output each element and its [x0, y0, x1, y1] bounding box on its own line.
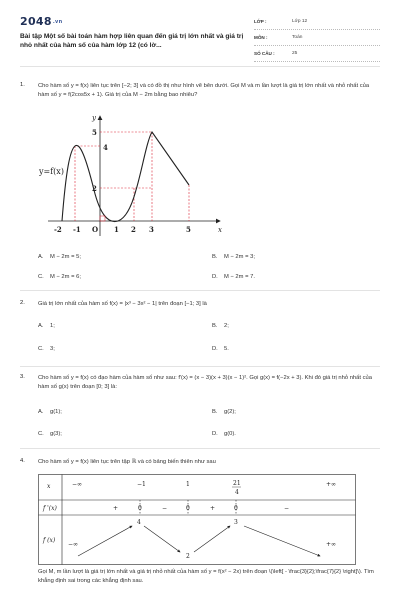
table-f-value: −∞ — [68, 541, 79, 548]
y-tick-label: 5 — [92, 128, 97, 137]
guide-lines — [75, 132, 189, 221]
func-label: y=f(x) — [39, 167, 64, 176]
x-axis-label: x — [218, 226, 222, 234]
question-3: 3. Cho hàm số y = f(x) có đạo hàm của hàm số như sau: f'(x) = (x − 3)(x + 3)(x − 1)². Gọi g(x) = f(−2x + 3). Khi đó giá trị nhỏ nhất của hàm số g(x) trên đoạn [0; 3] là: — [20, 374, 380, 392]
meta-class: LỚP : Lớp 12 — [254, 16, 380, 30]
y-tick-label: 2 — [92, 184, 97, 193]
y-tick-label: 4 — [103, 143, 108, 152]
table-sign: 0 — [138, 505, 142, 512]
table-sign: 0 — [234, 505, 238, 512]
header-divider — [20, 66, 380, 67]
table-sign: − — [284, 505, 290, 512]
x-tick-label: -2 — [54, 225, 62, 234]
question-text: Cho hàm số y = f(x) có đạo hàm của hàm số như sau: f'(x) = (x − 3)(x + 3)(x − 1)². Gọi g(x) = f(−2x + 3). Khi đó giá trị nhỏ nhất của hàm số g(x) trên đoạn [0; 3] là: — [38, 375, 372, 390]
option-b[interactable]: B. M − 2m = 3; — [212, 254, 255, 260]
table-sign: + — [113, 505, 119, 512]
option-d[interactable]: D. g(0). — [212, 431, 236, 437]
question-divider — [20, 366, 380, 367]
table-f-label: f (x) — [43, 537, 56, 544]
option-d[interactable]: D. M − 2m = 7. — [212, 274, 255, 280]
option-c[interactable]: C. g(3); — [38, 431, 62, 437]
variation-table — [38, 474, 356, 565]
question-text: Cho hàm số y = f(x) liên tục trên tập ℝ và có bảng biến thiên như sau — [38, 459, 216, 465]
question-text: Cho hàm số y = f(x) liên tục trên [−2; 3] và có đồ thị như hình vẽ bên dưới. Gọi M và m lần lượt là giá trị lớn nhất và nhỏ nhất của hàm số y = f(2cos5x + 1). Giá trị của M − 2m bằng bao nhiêu? — [38, 83, 370, 98]
question-3-options — [38, 409, 380, 439]
table-x-value: 4 — [235, 489, 239, 496]
option-d[interactable]: D. 5. — [212, 346, 229, 352]
option-a[interactable]: A. M − 2m = 5; — [38, 254, 81, 260]
option-c[interactable]: C. M − 2m = 6; — [38, 274, 81, 280]
meta-count: SỐ CÂU : 25 — [254, 48, 380, 62]
question-1: 1. Cho hàm số y = f(x) liên tục trên [−2; 3] và có đồ thị như hình vẽ bên dưới. Gọi M và m lần lượt là giá trị lớn nhất và nhỏ nhất của hàm số y = f(2cos5x + 1). Giá trị của M − 2m bằng bao nhiêu? — [20, 82, 380, 100]
origin-marker — [100, 216, 105, 221]
question-4-continuation — [20, 568, 380, 586]
variation-arrows — [78, 526, 320, 556]
table-f-value: 3 — [234, 519, 238, 526]
y-axis-label: y — [92, 114, 96, 122]
question-1-options — [38, 254, 380, 284]
table-x-value: −∞ — [72, 481, 83, 488]
table-x-value: 21 — [233, 480, 241, 487]
question-divider — [20, 290, 380, 291]
question-2-options — [38, 323, 380, 353]
table-fp-label: f '(x) — [43, 505, 57, 512]
document-title: Bài tập Một số bài toán hàm hợp liên quan đến giá trị lớn nhất và giá trị nhỏ nhất của hàm số của hàm lớp 12 (có lờ... — [20, 33, 244, 50]
meta-subject: MÔN : Toán — [254, 32, 380, 46]
site-logo[interactable]: $2048^{.vn}$ — [20, 15, 63, 28]
table-x-value: +∞ — [326, 481, 337, 488]
function-graph — [34, 110, 234, 242]
option-b[interactable]: B. g(2); — [212, 409, 236, 415]
option-a[interactable]: A. 1; — [38, 323, 55, 329]
origin-label: O — [92, 225, 99, 234]
question-text: Giá trị lớn nhất của hàm số f(x) = |x³ − 3x² − 1| trên đoạn [−1; 3] là — [38, 301, 207, 307]
table-x-label: x — [47, 483, 51, 490]
curve-f — [62, 132, 189, 222]
question-4: 4. Cho hàm số y = f(x) liên tục trên tập ℝ và có bảng biến thiên như sau — [20, 458, 380, 467]
x-tick-label: 5 — [186, 225, 191, 234]
x-tick-label: 2 — [131, 225, 136, 234]
header — [20, 12, 380, 64]
question-divider — [20, 448, 380, 449]
meta-box — [254, 16, 380, 64]
option-c[interactable]: C. 3; — [38, 346, 55, 352]
x-tick-label: -1 — [73, 225, 81, 234]
table-f-value: 4 — [137, 519, 141, 526]
table-sign: − — [162, 505, 168, 512]
table-x-value: −1 — [137, 481, 146, 488]
option-a[interactable]: A. g(1); — [38, 409, 62, 415]
x-tick-label: 3 — [149, 225, 154, 234]
table-f-value: +∞ — [326, 541, 337, 548]
table-sign: 0 — [186, 505, 190, 512]
table-sign: + — [210, 505, 216, 512]
table-x-value: 1 — [186, 481, 190, 488]
question-2: 2. Giá trị lớn nhất của hàm số f(x) = |x³ − 3x² − 1| trên đoạn [−1; 3] là — [20, 300, 380, 309]
option-b[interactable]: B. 2; — [212, 323, 229, 329]
table-f-value: 2 — [186, 553, 190, 560]
x-tick-label: 1 — [114, 225, 119, 234]
question-text-after: Gọi M, m lần lượt là giá trị lớn nhất và giá trị nhỏ nhất của hàm số y = f(x² − 2x) trên đoạn \(\left[ - \frac{3}{2};\frac{7}{2} \right]\). Tìm khẳng định sai trong các khẳng định sau. — [38, 569, 374, 584]
